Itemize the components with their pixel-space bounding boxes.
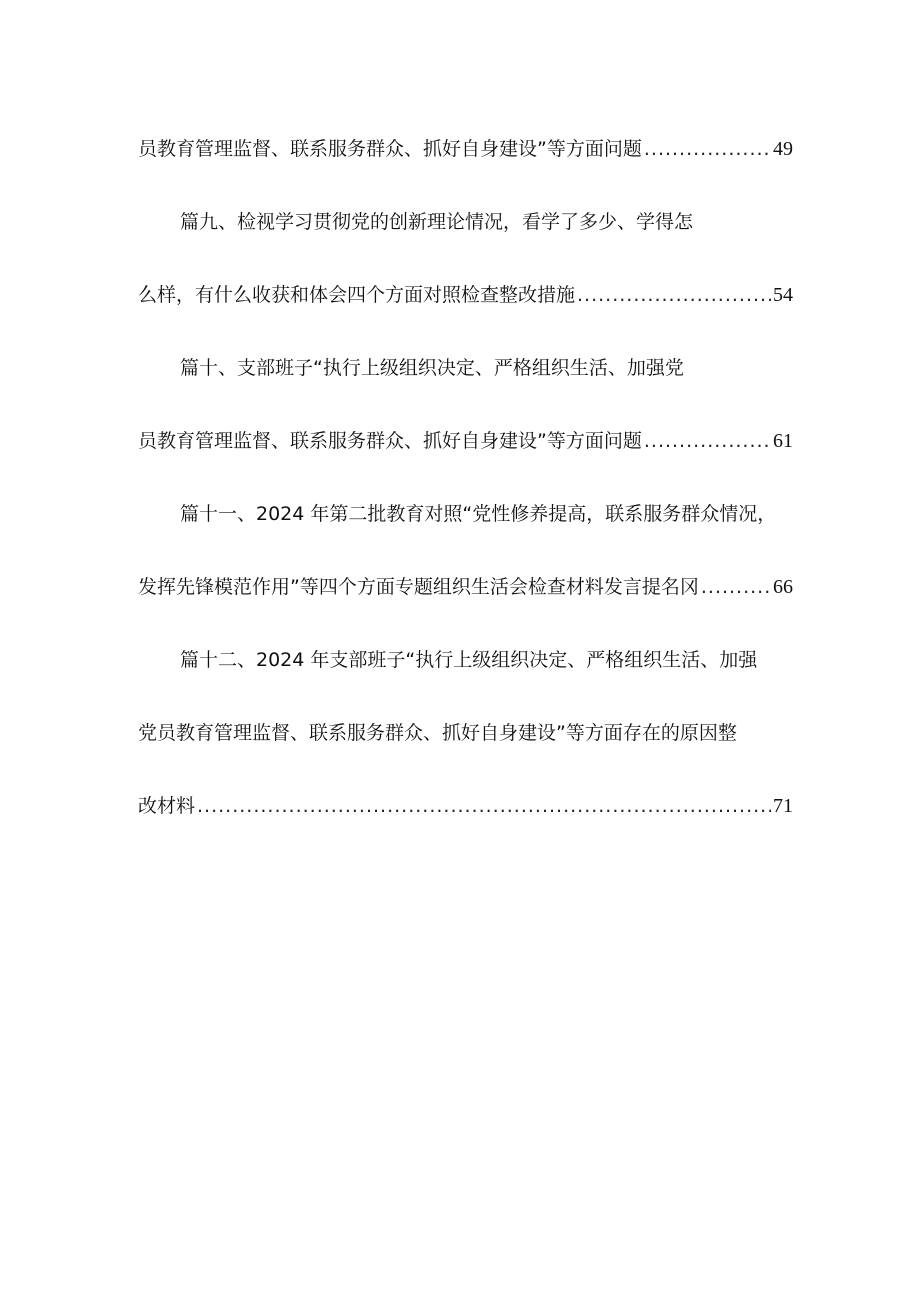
toc-leader-dots: [197, 782, 771, 830]
toc-entry-12-line-1[interactable]: [138, 636, 793, 684]
toc-entry-11-text-1: 篇十一、2024 年第二批教育对照“党性修养提高，联系服务群众情况，: [180, 503, 777, 525]
toc-entry-8-line[interactable]: [138, 125, 793, 173]
toc-entry-8-page: 49: [773, 138, 793, 160]
toc-entry-12-page: 71: [773, 795, 793, 817]
toc-entry-10-text-2: 员教育管理监督、联系服务群众、抓好自身建设”等方面问题: [138, 430, 642, 452]
toc-entry-11-page: 66: [773, 576, 793, 598]
toc-entry-10-text-1: 篇十、支部班子“执行上级组织决定、严格组织生活、加强党: [180, 357, 684, 379]
toc-entry-10-page: 61: [773, 430, 793, 452]
toc-entry-9-line-2[interactable]: [138, 271, 793, 319]
toc-entry-11-line-2[interactable]: [138, 563, 793, 611]
toc-entry-9-line-1[interactable]: [138, 198, 793, 246]
toc-leader-dots: [577, 271, 771, 319]
toc-leader-dots: [644, 125, 771, 173]
toc-entry-9-text-1: 篇九、检视学习贯彻党的创新理论情况，看学了多少、学得怎: [180, 211, 694, 233]
toc-entry-12-text-1: 篇十二、2024 年支部班子“执行上级组织决定、严格组织生活、加强: [180, 649, 758, 671]
toc-entry-12-line-3[interactable]: [138, 782, 793, 830]
table-of-contents: [138, 125, 793, 830]
toc-entry-9-page: 54: [773, 284, 793, 306]
toc-entry-11-text-2: 发挥先锋模范作用”等四个方面专题组织生活会检查材料发言提名冈: [138, 576, 699, 598]
toc-entry-8-text: 员教育管理监督、联系服务群众、抓好自身建设”等方面问题: [138, 138, 642, 160]
toc-leader-dots: [701, 563, 771, 611]
toc-entry-12-text-3: 改材料: [138, 795, 196, 817]
toc-leader-dots: [644, 417, 771, 465]
toc-entry-12-text-2: 党员教育管理监督、联系服务群众、抓好自身建设”等方面存在的原因整: [138, 722, 737, 744]
toc-entry-9-text-2: 么样，有什么收获和体会四个方面对照检查整改措施: [138, 284, 576, 306]
toc-entry-12-line-2[interactable]: [138, 709, 793, 757]
toc-entry-11-line-1[interactable]: [138, 490, 793, 538]
toc-entry-10-line-2[interactable]: [138, 417, 793, 465]
toc-entry-10-line-1[interactable]: [138, 344, 793, 392]
